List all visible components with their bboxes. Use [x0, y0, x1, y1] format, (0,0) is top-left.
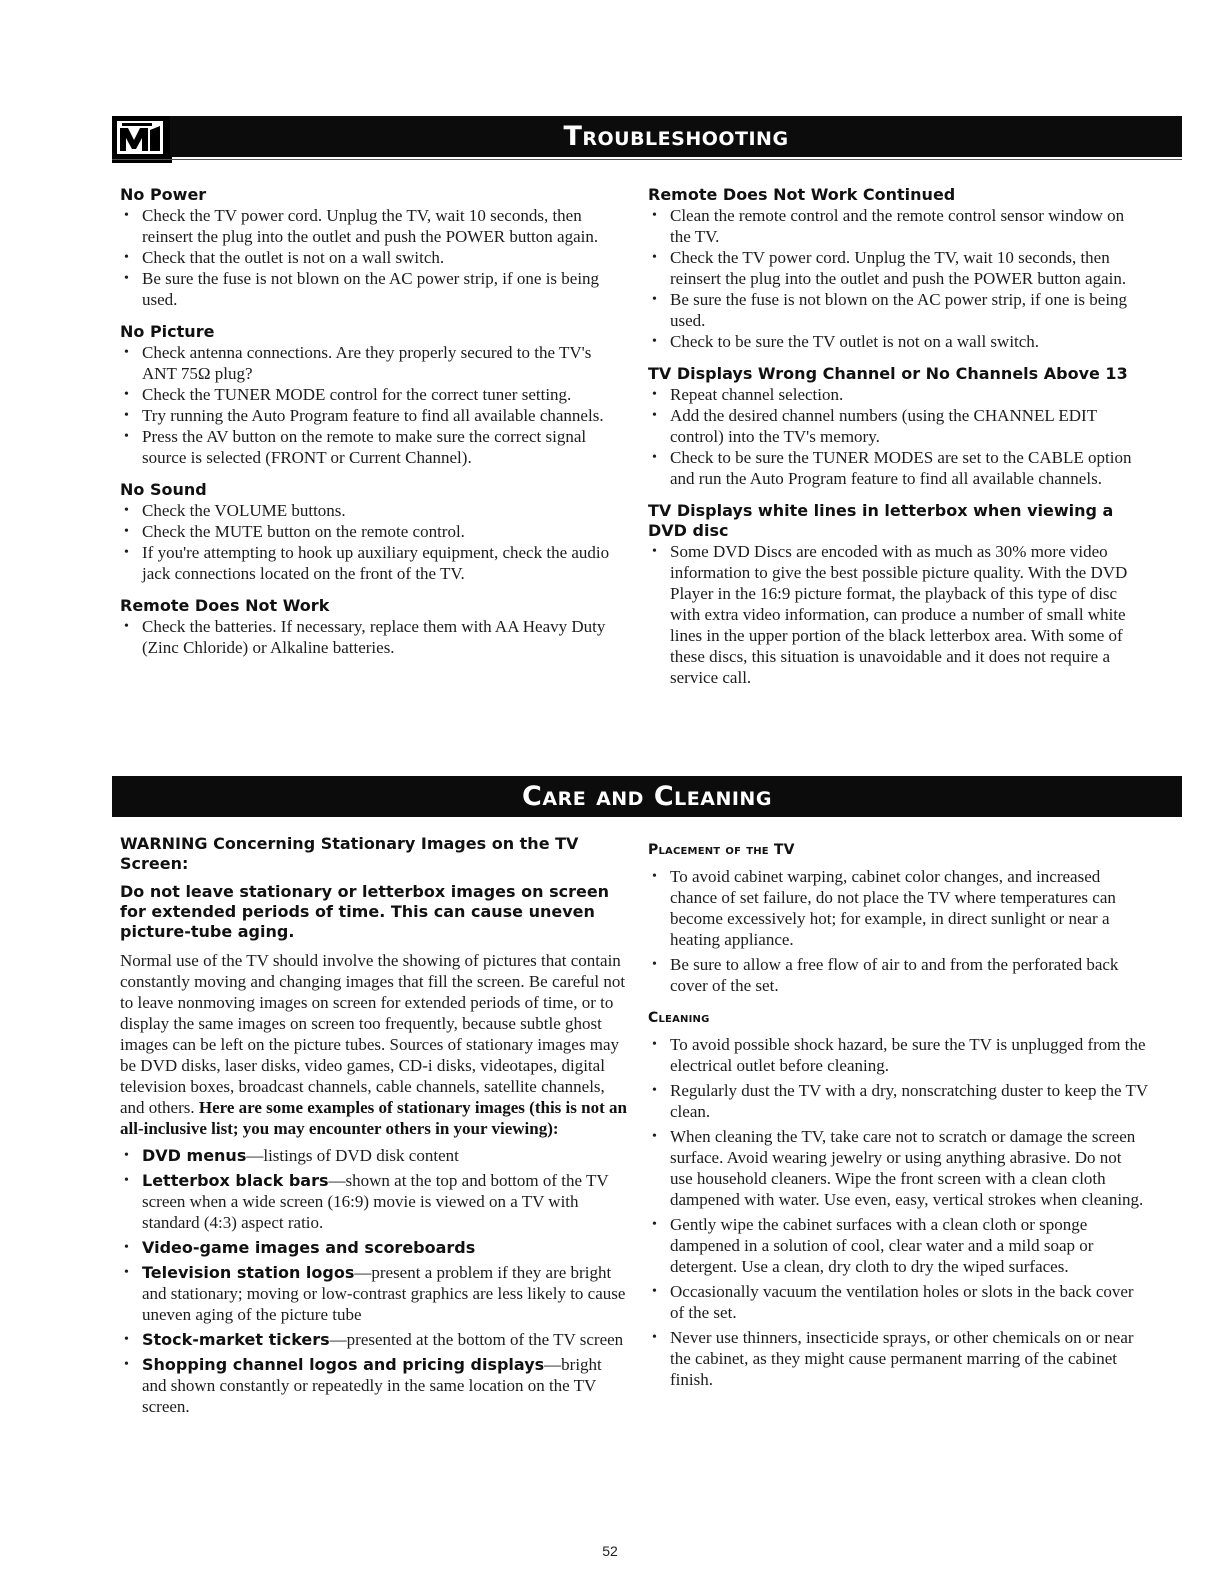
list-item: • Try running the Auto Program feature to find all available channels. [120, 405, 620, 426]
section-heading: Remote Does Not Work Continued [648, 185, 956, 204]
list-item: • Check to be sure the TV outlet is not on a wall switch. [648, 331, 1148, 352]
page-number: 52 [602, 1543, 618, 1559]
placement-heading: Placement of the TV [648, 842, 795, 858]
list-item: • When cleaning the TV, take care not to scratch or damage the screen surface. Avoid wearing jewelry or using anything abrasive. Do not use household cleaners. Wipe the front screen with a clean cloth dampened with water. Use even, easy, vertical strokes when cleaning. [648, 1126, 1148, 1210]
section-heading: No Power [120, 185, 207, 204]
care-right-column [648, 840, 1148, 1390]
list-item: • Repeat channel selection. [648, 384, 1148, 405]
troubleshooting-banner [170, 116, 1182, 157]
care-left-column [120, 834, 630, 1417]
list-item: • Add the desired channel numbers (using the CHANNEL EDIT control) into the TV's memory. [648, 405, 1148, 447]
section-heading: No Picture [120, 322, 215, 341]
no-sound-section [120, 480, 620, 584]
item-text: —presented at the bottom of the TV screen [329, 1330, 624, 1349]
list-item [120, 1237, 630, 1258]
body-paragraph [120, 950, 630, 1139]
cleaning-heading: Cleaning [648, 1010, 710, 1026]
list-item: • To avoid cabinet warping, cabinet color changes, and increased chance of set failure, do not place the TV where temperatures can become excessively hot; for example, in direct sunlight or near a heating appliance. [648, 866, 1148, 950]
troubleshooting-left-column [120, 185, 620, 658]
item-text: —bright and shown constantly or repeatedly in the same location on the TV screen. [142, 1355, 602, 1416]
care-cleaning-banner [112, 776, 1182, 817]
list-item: • Check the VOLUME buttons. [120, 500, 620, 521]
troubleshooting-right-column [648, 185, 1148, 688]
item-lead: DVD menus [142, 1146, 247, 1165]
list-item: • Gently wipe the cabinet surfaces with a clean cloth or sponge dampened in a solution of cool, clear water and a mild soap or detergent. Use a clean, dry cloth to dry the wiped surfaces. [648, 1214, 1148, 1277]
section-heading: Remote Does Not Work [120, 596, 330, 615]
body-text: Normal use of the TV should involve the showing of pictures that contain constantly moving and changing images that fill the screen. Be careful not to leave nonmoving images on screen for extended periods of time, or to display the same images on screen too frequently, because subtle ghost images can be left on the picture tubes. Sources of stationary images may be DVD disks, laser disks, video games, CD-i disks, videotapes, digital television boxes, broadcast channels, cable channels, satellite channels, and others. [120, 951, 626, 1117]
no-picture-section [120, 322, 620, 468]
list-item: • Clean the remote control and the remote control sensor window on the TV. [648, 205, 1148, 247]
no-power-section [120, 185, 620, 310]
item-text: —shown at the top and bottom of the TV screen when a wide screen (16:9) movie is viewed on a TV with standard (4:3) aspect ratio. [142, 1171, 609, 1232]
list-item: • Some DVD Discs are encoded with as much as 30% more video information to give the best possible picture quality. With the DVD Player in the 16:9 picture format, the playback of this type of disc with extra video information, can produce a number of small white lines in the upper portion of the black letterbox area. With some of these discs, this situation is unavoidable and it does not require a service call. [648, 541, 1148, 688]
stationary-examples-list [120, 1145, 630, 1417]
wrong-channel-section [648, 364, 1148, 489]
list-item: • Press the AV button on the remote to make sure the correct signal source is selected (FRONT or Current Channel). [120, 426, 620, 468]
list-item: • To avoid possible shock hazard, be sure the TV is unplugged from the electrical outlet before cleaning. [648, 1034, 1148, 1076]
section-rule [112, 159, 1182, 160]
list-item [120, 1170, 630, 1233]
list-item: • Be sure the fuse is not blown on the AC power strip, if one is being used. [120, 268, 620, 310]
list-item: • Occasionally vacuum the ventilation holes or slots in the back cover of the set. [648, 1281, 1148, 1323]
item-text: —listings of DVD disk content [246, 1146, 459, 1165]
remote-section [120, 596, 620, 658]
list-item: • Check the MUTE button on the remote control. [120, 521, 620, 542]
book-logo-icon [112, 116, 172, 163]
troubleshooting-title: Troubleshooting [563, 121, 789, 152]
list-item [120, 1354, 630, 1417]
list-item: • If you're attempting to hook up auxiliary equipment, check the audio jack connections located on the front of the TV. [120, 542, 620, 584]
list-item: • Check the TV power cord. Unplug the TV, wait 10 seconds, then reinsert the plug into the outlet and push the POWER button again. [648, 247, 1148, 289]
care-cleaning-title: Care and Cleaning [522, 781, 772, 812]
item-lead: Television station logos [142, 1263, 355, 1282]
item-text: —present a problem if they are bright and stationary; moving or low-contrast graphics are less likely to cause uneven aging of the picture tube [142, 1263, 626, 1324]
list-item [120, 1262, 630, 1325]
list-item: • Be sure the fuse is not blown on the AC power strip, if one is being used. [648, 289, 1148, 331]
warning-heading: WARNING Concerning Stationary Images on the TV Screen: [120, 834, 579, 873]
remote-continued-section [648, 185, 1148, 352]
list-item [120, 1145, 630, 1166]
item-lead: Shopping channel logos and pricing displays [142, 1355, 545, 1374]
item-lead: Letterbox black bars [142, 1171, 329, 1190]
list-item [120, 1329, 630, 1350]
section-heading: No Sound [120, 480, 207, 499]
list-item: • Check to be sure the TUNER MODES are set to the CABLE option and run the Auto Program feature to find all available channels. [648, 447, 1148, 489]
list-item: • Check the TUNER MODE control for the correct tuner setting. [120, 384, 620, 405]
list-item: • Check antenna connections. Are they properly secured to the TV's ANT 75Ω plug? [120, 342, 620, 384]
body-bold-text: Here are some examples of stationary images (this is not an all-inclusive list; you may encounter others in your viewing): [120, 1098, 627, 1138]
list-item: • Be sure to allow a free flow of air to and from the perforated back cover of the set. [648, 954, 1148, 996]
list-item: • Check the batteries. If necessary, replace them with AA Heavy Duty (Zinc Chloride) or Alkaline batteries. [120, 616, 620, 658]
list-item: • Never use thinners, insecticide sprays, or other chemicals on or near the cabinet, as they might cause permanent marring of the cabinet finish. [648, 1327, 1148, 1390]
list-item: • Check the TV power cord. Unplug the TV, wait 10 seconds, then reinsert the plug into the outlet and push the POWER button again. [120, 205, 620, 247]
white-lines-section [648, 501, 1148, 688]
item-lead: Video-game images and scoreboards [142, 1238, 476, 1257]
section-heading: TV Displays white lines in letterbox when viewing a DVD disc [648, 501, 1114, 540]
list-item: • Regularly dust the TV with a dry, nonscratching duster to keep the TV clean. [648, 1080, 1148, 1122]
warning-statement: Do not leave stationary or letterbox images on screen for extended periods of time. This can cause uneven picture-tube aging. [120, 882, 610, 941]
section-heading: TV Displays Wrong Channel or No Channels Above 13 [648, 364, 1128, 383]
list-item: • Check that the outlet is not on a wall switch. [120, 247, 620, 268]
item-lead: Stock-market tickers [142, 1330, 330, 1349]
